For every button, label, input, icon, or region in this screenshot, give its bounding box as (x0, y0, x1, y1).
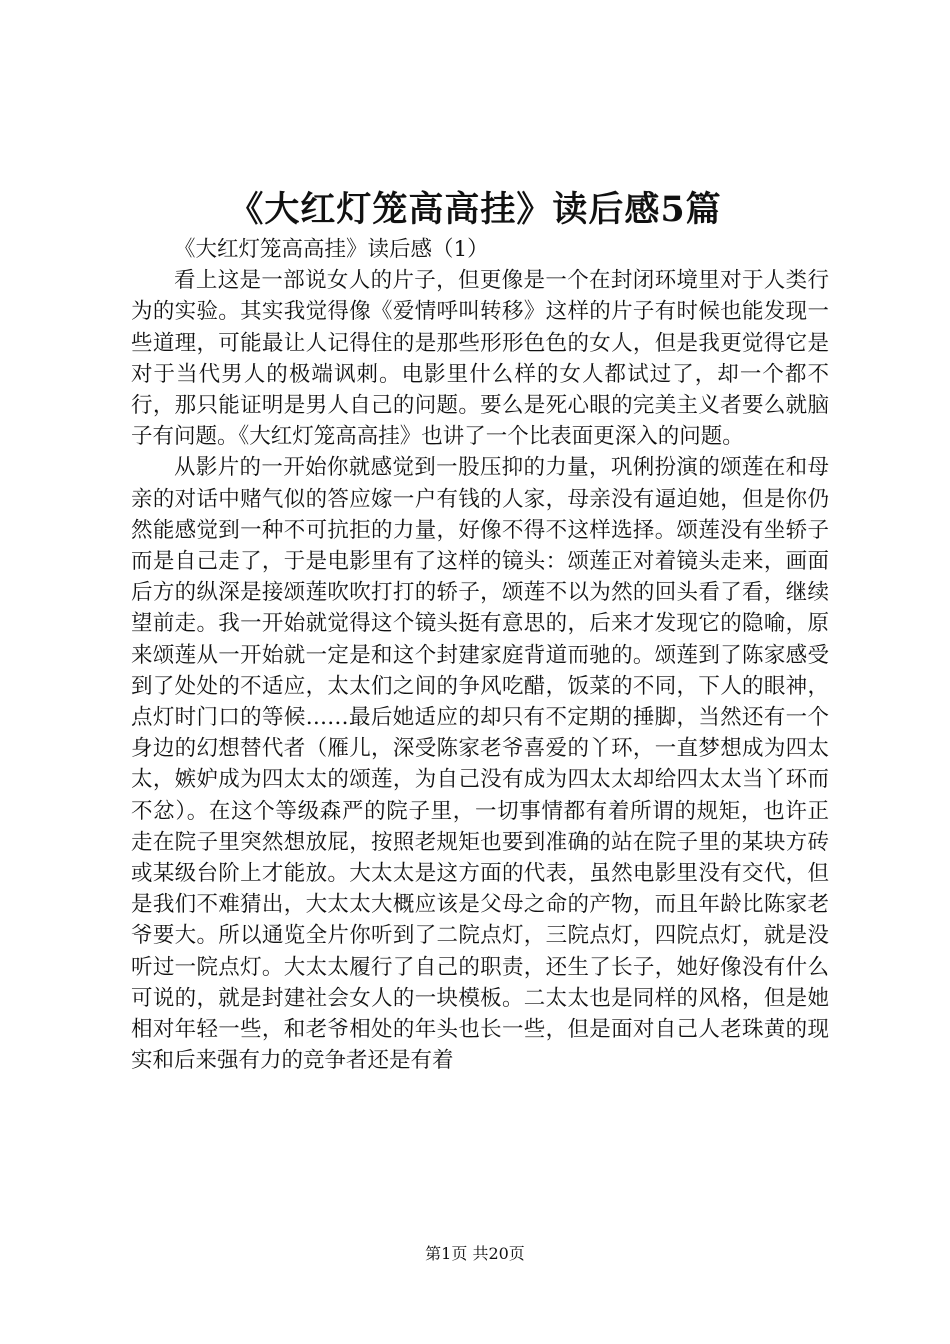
document-title: 《大红灯笼高高挂》读后感5篇 (228, 189, 722, 230)
paragraph-1: 看上这是一部说女人的片子，但更像是一个在封闭环境里对于人类行为的实验。其实我觉得像《爱情呼叫转移》这样的片子有时候也能发现一些道理，可能最让人记得住的是那些形形色色的女人，但是我更觉得它是对于当代男人的极端讽刺。电影里什么样的女人都试过了，却一个都不行，那只能证明是男人自己的问题。要么是死心眼的完美主义者要么就脑子有问题。《大红灯笼高高挂》也讲了一个比表面更深入的问题。 (131, 268, 829, 450)
document-body (131, 234, 829, 1076)
page-footer: 第1页 共20页 (425, 1244, 525, 1263)
section-heading: 《大红灯笼高高挂》读后感（1） (174, 237, 489, 262)
paragraph-2: 从影片的一开始你就感觉到一股压抑的力量，巩俐扮演的颂莲在和母亲的对话中赌气似的答应嫁一户有钱的人家，母亲没有逼迫她，但是你仍然能感觉到一种不可抗拒的力量，好像不得不这样选择。颂莲没有坐轿子而是自己走了，于是电影里有了这样的镜头：颂莲正对着镜头走来，画面后方的纵深是接颂莲吹吹打打的轿子，颂莲不以为然的回头看了看，继续望前走。我一开始就觉得这个镜头挺有意思的，后来才发现它的隐喻，原来颂莲从一开始就一定是和这个封建家庭背道而驰的。颂莲到了陈家感受到了处处的不适应，太太们之间的争风吃醋，饭菜的不同，下人的眼神，点灯时门口的等候……最后她适应的却只有不定期的捶脚，当然还有一个身边的幻想替代者（雁儿，深受陈家老爷喜爱的丫环，一直梦想成为四太太，嫉妒成为四太太的颂莲，为自己没有成为四太太却给四太太当丫环而不忿）。在这个等级森严的院子里，一切事情都有着所谓的规矩，也许正走在院子里突然想放屁，按照老规矩也要到准确的站在院子里的某块方砖或某级台阶上才能放。大太太是这方面的代表，虽然电影里没有交代，但是我们不难猜出，大太太大概应该是父母之命的产物，而且年龄比陈家老爷要大。所以通览全片你听到了二院点灯，三院点灯，四院点灯，就是没听过一院点灯。大太太履行了自己的职责，还生了长子，她好像没有什么可说的，就是封建社会女人的一块模板。二太太也是同样的风格，但是她相对年轻一些，和老爷相处的年头也长一些，但是面对自己人老珠黄的现实和后来强有力的竞争者还是有着 (131, 455, 829, 1074)
